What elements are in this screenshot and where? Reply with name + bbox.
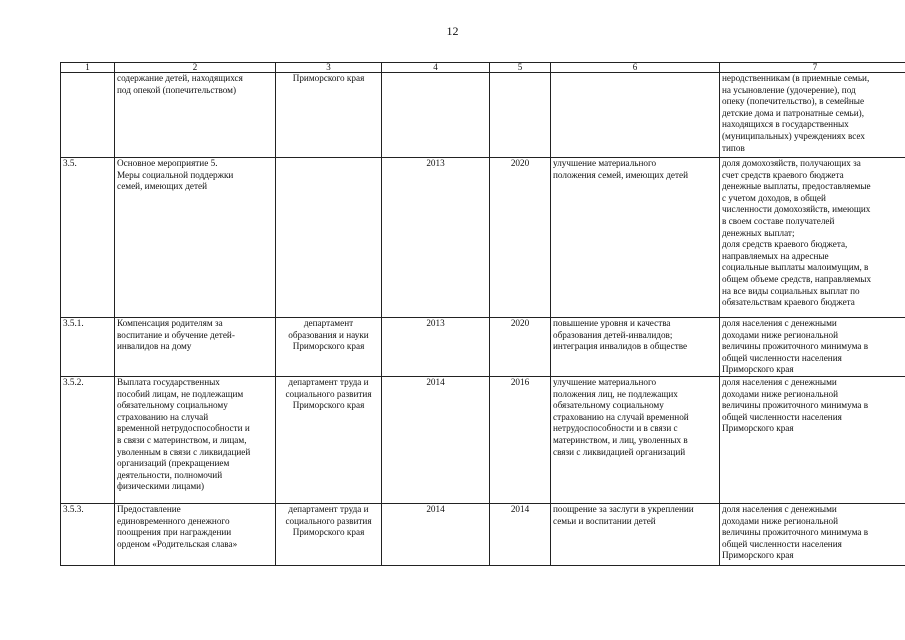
start-year: 2014 — [382, 377, 490, 504]
expected-result: улучшение материального положения семей, имеющих детей — [551, 158, 720, 318]
header-row — [61, 63, 905, 73]
activity-name: Основное мероприятие 5. Меры социальной поддержки семей, имеющих детей — [115, 158, 276, 318]
expected-result — [551, 73, 720, 158]
end-year: 2020 — [490, 158, 551, 318]
header-cell-4: 4 — [382, 63, 490, 73]
indicator: доля населения с денежными доходами ниже региональной величины прожиточного минимума в общей численности населения Приморского края — [720, 504, 905, 566]
executor: Приморского края — [276, 73, 382, 158]
table-row — [61, 73, 905, 158]
page-number: 12 — [446, 24, 459, 38]
executor — [276, 158, 382, 318]
end-year — [490, 73, 551, 158]
activity-name: Компенсация родителям за воспитание и обучение детей- инвалидов на дому — [115, 318, 276, 377]
header-cell-1: 1 — [61, 63, 115, 73]
row-number: 3.5.3. — [61, 504, 115, 566]
table-row — [61, 158, 905, 318]
start-year: 2013 — [382, 158, 490, 318]
end-year: 2014 — [490, 504, 551, 566]
activity-name: Выплата государственных пособий лицам, не подлежащим обязательному социальному страхованию на случай временной нетрудоспособности и в связи с материнством, и лицам, уволенным в связи с ликвидацией организаций (прекращением деятельности, полномочий физическими лицами) — [115, 377, 276, 504]
table-row — [61, 504, 905, 566]
header-cell-2: 2 — [115, 63, 276, 73]
end-year: 2020 — [490, 318, 551, 377]
header-cell-7: 7 — [720, 63, 905, 73]
end-year: 2016 — [490, 377, 551, 504]
start-year: 2013 — [382, 318, 490, 377]
start-year — [382, 73, 490, 158]
indicator: неродственникам (в приемные семьи, на усыновление (удочерение), под опеку (попечительство), в семейные детские дома и патронатные семьи), находящихся в государственных (муниципальных) учреждениях всех типов — [720, 73, 905, 158]
indicator: доля населения с денежными доходами ниже региональной величины прожиточного минимума в общей численности населения Приморского края — [720, 377, 905, 504]
expected-result: улучшение материального положения лиц, не подлежащих обязательному социальному страхованию на случай временной нетрудоспособности и в связи с материнством, и лиц, уволенных в связи с ликвидацией организаций — [551, 377, 720, 504]
row-number: 3.5.1. — [61, 318, 115, 377]
header-cell-6: 6 — [551, 63, 720, 73]
activity-name: Предоставление единовременного денежного поощрения при награждении орденом «Родительская слава» — [115, 504, 276, 566]
activity-name: содержание детей, находящихся под опекой (попечительством) — [115, 73, 276, 158]
table-row — [61, 377, 905, 504]
indicator: доля населения с денежными доходами ниже региональной величины прожиточного минимума в общей численности населения Приморского края — [720, 318, 905, 377]
row-number — [61, 73, 115, 158]
start-year: 2014 — [382, 504, 490, 566]
executor: департамент труда и социального развития Приморского края — [276, 377, 382, 504]
executor: департамент образования и науки Приморского края — [276, 318, 382, 377]
row-number: 3.5. — [61, 158, 115, 318]
program-table — [60, 62, 905, 566]
header-cell-5: 5 — [490, 63, 551, 73]
table-row — [61, 318, 905, 377]
expected-result: повышение уровня и качества образования детей-инвалидов; интеграция инвалидов в обществе — [551, 318, 720, 377]
row-number: 3.5.2. — [61, 377, 115, 504]
header-cell-3: 3 — [276, 63, 382, 73]
executor: департамент труда и социального развития Приморского края — [276, 504, 382, 566]
expected-result: поощрение за заслуги в укреплении семьи и воспитании детей — [551, 504, 720, 566]
indicator: доля домохозяйств, получающих за счет средств краевого бюджета денежные выплаты, предоставляемые с учетом доходов, в общей численности домохозяйств, имеющих в своем составе получателей денежных выплат; доля средств краевого бюджета, направляемых на адресные социальные выплаты малоимущим, в общем объеме средств, направляемых на все виды социальных выплат по обязательствам краевого бюджета — [720, 158, 905, 318]
